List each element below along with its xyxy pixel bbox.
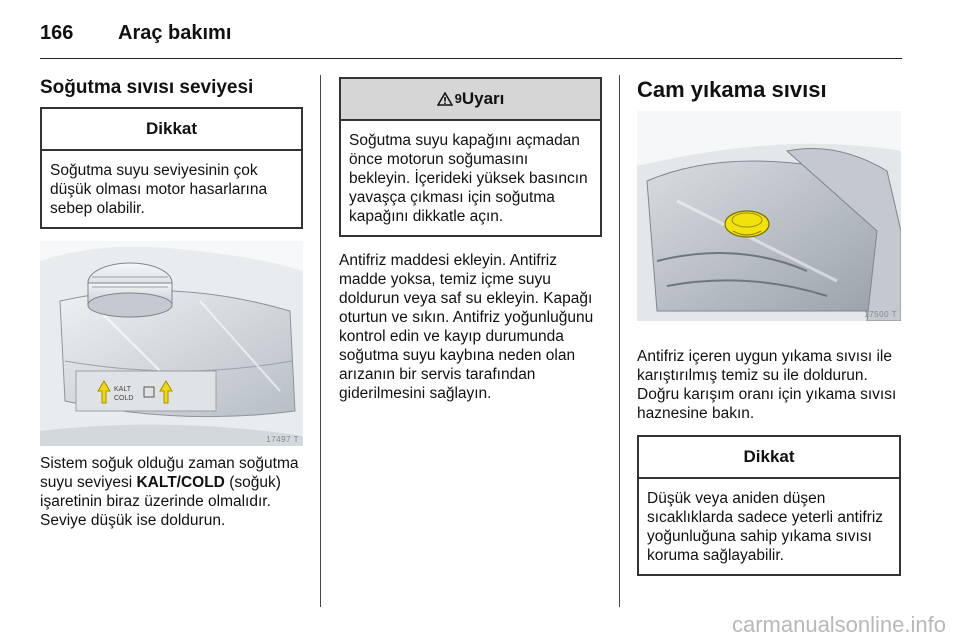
notice-title: Dikkat: [42, 109, 301, 151]
para-text-1: Sistem soğuk olduğu zaman soğutma suyu seviyesi: [40, 455, 299, 491]
warning-icon-number: 9: [454, 91, 462, 106]
reservoir-kalt-label: KALT: [114, 386, 131, 393]
para-text-2: (soğuk) işaretinin biraz üzerinde olmalıdır. Seviye düşük ise doldurun.: [40, 474, 281, 529]
notice-text: Düşük veya aniden düşen sıcaklıklarda sadece yeterli antifriz yoğunluğuna sahip yıkama sıvısı koruma sağlayabilir.: [647, 490, 884, 564]
washer-notice-box: [637, 435, 901, 576]
warning-title-bar: [341, 79, 600, 121]
washer-reservoir-figure: [637, 111, 901, 321]
notice-title: Dikkat: [639, 437, 899, 479]
watermark: carmanualsonline.info: [731, 612, 946, 637]
washer-reservoir-illustration: [637, 111, 901, 321]
column-warning: [339, 77, 602, 403]
column-coolant-level: [40, 77, 303, 530]
coolant-reservoir-illustration: [40, 241, 303, 446]
warning-title: Uyarı: [461, 89, 505, 108]
kalt-cold-marker: KALT/COLD: [136, 474, 225, 491]
figure-code: 17500 T: [864, 310, 897, 319]
warning-box: [339, 77, 602, 237]
notice-text: Soğutma suyu seviyesinin çok düşük olması motor hasarlarına sebep olabilir.: [50, 162, 268, 217]
antifreeze-paragraph: Antifriz maddesi ekleyin. Antifriz madde yoksa, temiz içme suyu doldurun veya saf su ekleyin. Kapağı oturtun ve sıkın. Antifriz yoğunluğunu kontrol edin ve kayıp durumunda soğutma suyu kaybına neden olan arızanın bir servis tarafından giderilmesini sağlayın.: [339, 252, 594, 402]
washer-cap: [725, 211, 769, 237]
page-number: 166: [40, 22, 74, 44]
column-divider-2: [619, 75, 620, 607]
coolant-reservoir-figure: [40, 241, 303, 446]
coolant-level-paragraph: [40, 454, 303, 530]
coolant-notice-box: [40, 107, 303, 229]
figure-code: 17497 T: [266, 435, 299, 444]
column-washer-fluid: [637, 77, 901, 576]
coolant-level-heading: Soğutma sıvısı seviyesi: [40, 77, 254, 98]
washer-fluid-paragraph: Antifriz içeren uygun yıkama sıvısı ile karıştırılmış temiz su ile doldurun. Doğru karışım oranı için yıkama sıvısı haznesine bakın.: [637, 348, 897, 422]
washer-fluid-heading: Cam yıkama sıvısı: [637, 77, 827, 102]
page-header: [40, 22, 231, 45]
warning-text: Soğutma suyu kapağını açmadan önce motorun soğumasını bekleyin. İçerideki yüksek basıncın yavaşça çıkması için soğutma kapağını dikkatle açın.: [349, 132, 588, 225]
warning-triangle-icon: [437, 92, 453, 106]
page-title: Araç bakımı: [118, 22, 232, 44]
column-divider-1: [320, 75, 321, 607]
header-rule: [40, 58, 902, 59]
reservoir-cold-label: COLD: [114, 395, 134, 402]
